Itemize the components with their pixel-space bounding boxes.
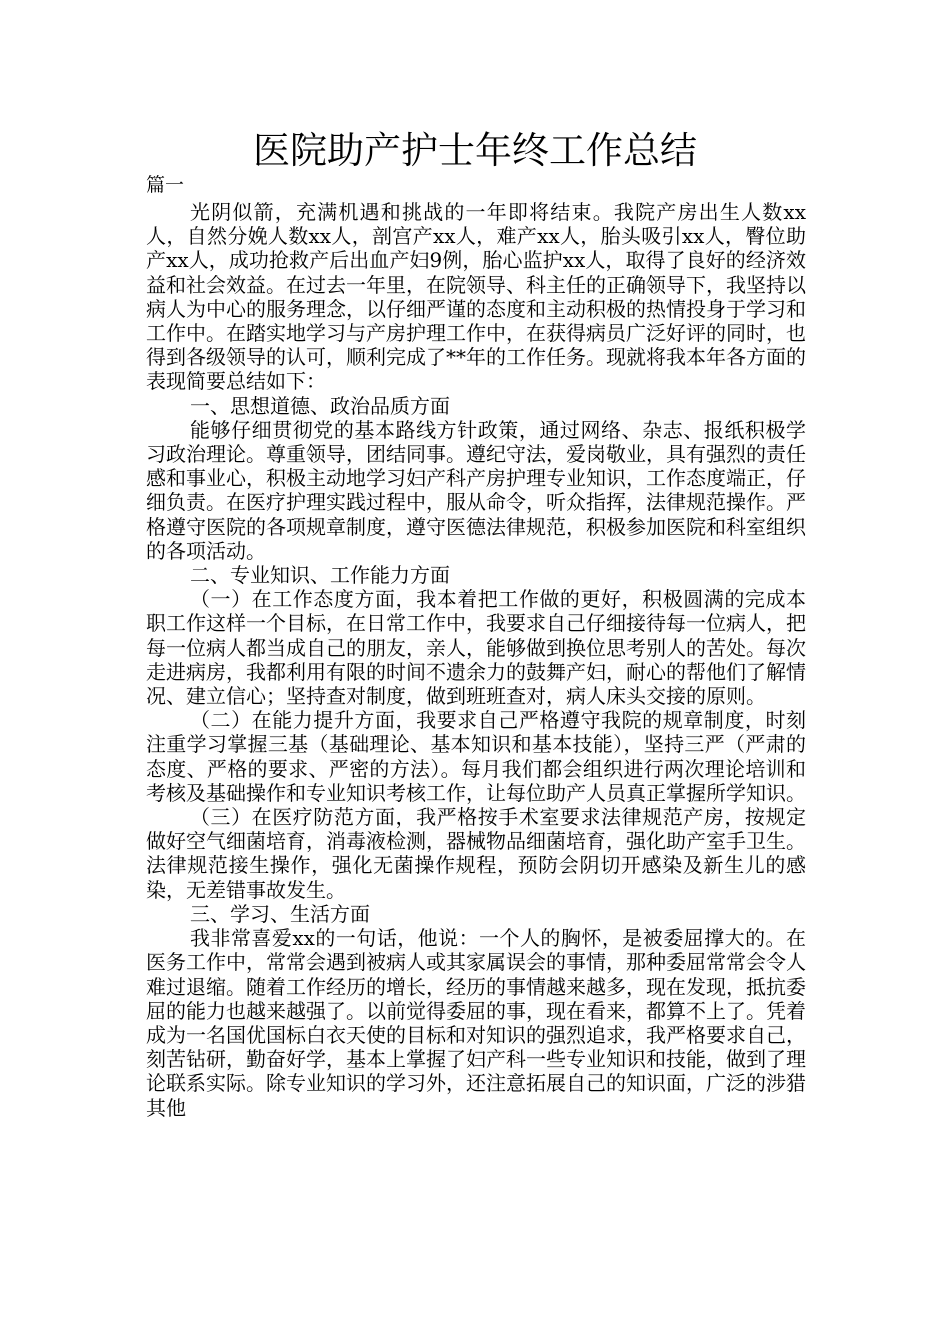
paragraph-1: 能够仔细贯彻党的基本路线方针政策，通过网络、杂志、报纸积极学习政治理论。尊重领导，团结同事。遵纪守法，爱岗敬业，具有强烈的责任感和事业心，积极主动地学习妇产科产房护理专业知识，工作态度端正，仔细负责。在医疗护理实践过程中，服从命令，听众指挥，法律规范操作。严格遵守医院的各项规章制度，遵守医德法律规范，积极参加医院和科室组织的各项活动。 — [146, 417, 806, 563]
intro-paragraph: 光阴似箭，充满机遇和挑战的一年即将结束。我院产房出生人数xx人，自然分娩人数xx人，剖宫产xx人，难产xx人，胎头吸引xx人，臀位助产xx人，成功抢救产后出血产妇9例，胎心监护xx人，取得了良好的经济效益和社会效益。在过去一年里，在院领导、科主任的正确领导下，我坚持以病人为中心的服务理念，以仔细严谨的态度和主动积极的热情投身于学习和工作中。在踏实地学习与产房护理工作中，在获得病员广泛好评的同时，也得到各级领导的认可，顺利完成了**年的工作任务。现就将我本年各方面的表现简要总结如下： — [146, 200, 806, 394]
section-heading-3: 三、学习、生活方面 — [190, 901, 370, 926]
section-heading-1: 一、思想道德、政治品质方面 — [190, 393, 450, 418]
document-title: 医院助产护士年终工作总结 — [253, 129, 697, 172]
section-label: 篇一 — [146, 174, 185, 196]
paragraph-2b: （二）在能力提升方面，我要求自己严格遵守我院的规章制度，时刻注重学习掌握三基（基础理论、基本知识和基本技能），坚持三严（严肃的态度、严格的要求、严密的方法）。每月我们都会组织进行两次理论培训和考核及基础操作和专业知识考核工作，让每位助产人员真正掌握所学知识。 — [146, 708, 806, 805]
paragraph-2c: （三）在医疗防范方面，我严格按手术室要求法律规范产房，按规定做好空气细菌培育，消毒液检测，器械物品细菌培育，强化助产室手卫生。法律规范接生操作，强化无菌操作规程，预防会阴切开感染及新生儿的感染，无差错事故发生。 — [146, 805, 806, 902]
paragraph-3: 我非常喜爱xx的一句话，他说：一个人的胸怀，是被委屈撑大的。在医务工作中，常常会遇到被病人或其家属误会的事情，那种委屈常常会令人难过退缩。随着工作经历的增长，经历的事情越来越多，现在发现，抵抗委屈的能力也越来越强了。以前觉得委屈的事，现在看来，都算不上了。凭着成为一名国优国标白衣天使的目标和对知识的强烈追求，我严格要求自己，刻苦钻研，勤奋好学，基本上掌握了妇产科一些专业知识和技能，做到了理论联系实际。除专业知识的学习外，还注意拓展自己的知识面，广泛的涉猎其他 — [146, 926, 806, 1120]
paragraph-2a: （一）在工作态度方面，我本着把工作做的更好，积极圆满的完成本职工作这样一个目标，在日常工作中，我要求自己仔细接待每一位病人，把每一位病人都当成自己的朋友，亲人，能够做到换位思考别人的苦处。每次走进病房，我都利用有限的时间不遗余力的鼓舞产妇，耐心的帮他们了解情况、建立信心；坚持查对制度，做到班班查对，病人床头交接的原则。 — [146, 587, 806, 709]
document-body — [146, 200, 806, 1120]
section-heading-2: 二、专业知识、工作能力方面 — [190, 563, 450, 588]
